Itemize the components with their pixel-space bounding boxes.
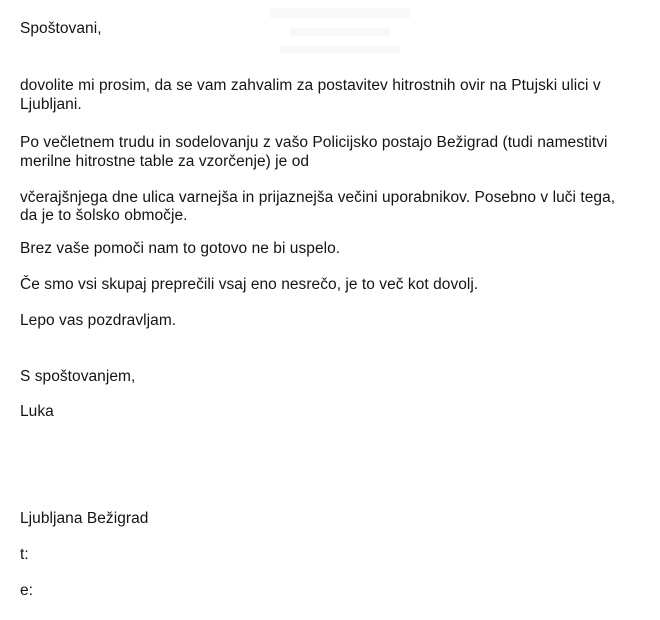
paragraph-1-line-2: Ljubljani. [20,96,82,113]
paragraph-3-line-2: da je to šolsko območje. [20,207,188,224]
paragraph-5: Če smo vsi skupaj preprečili vsaj eno nesrečo, je to več kot dovolj. [20,276,479,293]
location: Ljubljana Bežigrad [20,510,149,527]
paragraph-3-line-1: včerajšnjega dne ulica varnejša in prijaznejša večini uporabnikov. Posebno v luči tega, [20,189,616,206]
greeting: Spoštovani, [20,20,102,37]
paragraph-6: Lepo vas pozdravljam. [20,312,177,329]
paragraph-2-line-1: Po večletnem trudu in sodelovanju z vašo Policijsko postajo Bežigrad (tudi namestitvi [20,134,608,151]
paragraph-4: Brez vaše pomoči nam to gotovo ne bi uspelo. [20,240,341,257]
email-label: e: [20,582,34,599]
closing: S spoštovanjem, [20,368,136,385]
paragraph-2-line-2: merilne hitrostne table za vzorčenje) je od [20,153,310,170]
faint-stamp-watermark [260,0,420,70]
phone-label: t: [20,546,29,563]
signature-name: Luka [20,403,54,420]
paragraph-1-line-1: dovolite mi prosim, da se vam zahvalim za postavitev hitrostnih ovir na Ptujski ulici v [20,77,601,94]
